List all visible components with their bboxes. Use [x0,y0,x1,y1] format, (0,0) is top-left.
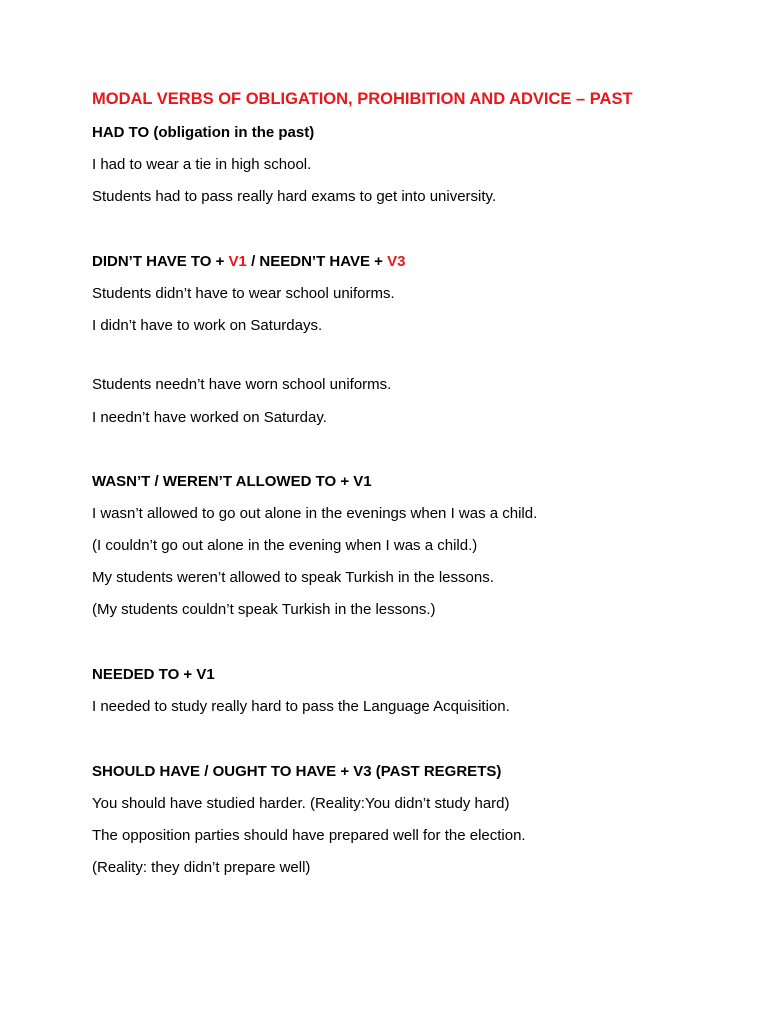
v1-marker: V1 [228,253,247,270]
example-sentence: You should have studied harder. (Reality:You didn’t study hard) [92,795,510,812]
v3-marker: V3 [387,253,406,270]
example-sentence: I didn’t have to work on Saturdays. [92,317,323,334]
example-sentence: Students didn’t have to wear school uniforms. [92,285,395,302]
example-sentence: I had to wear a tie in high school. [92,156,312,173]
example-sentence: I needn’t have worked on Saturday. [92,409,327,426]
page-title: MODAL VERBS OF OBLIGATION, PROHIBITION AND ADVICE – PAST [92,90,633,108]
example-sentence: (Reality: they didn’t prepare well) [92,859,311,876]
section-heading-should-have: SHOULD HAVE / OUGHT TO HAVE + V3 (PAST REGRETS) [92,763,502,780]
heading-text: / NEEDN’T HAVE + [246,253,388,270]
example-sentence: My students weren’t allowed to speak Turkish in the lessons. [92,569,494,586]
example-sentence: Students needn’t have worn school uniforms. [92,376,392,393]
section-heading-needed-to: NEEDED TO + V1 [92,666,215,683]
example-sentence: I needed to study really hard to pass the Language Acquisition. [92,698,510,715]
section-heading-had-to: HAD TO (obligation in the past) [92,124,315,141]
example-sentence: (I couldn’t go out alone in the evening when I was a child.) [92,537,478,554]
example-sentence: (My students couldn’t speak Turkish in the lessons.) [92,601,436,618]
section-heading-wasnt-allowed-to: WASN’T / WEREN’T ALLOWED TO + V1 [92,473,372,490]
example-sentence: Students had to pass really hard exams to get into university. [92,188,497,205]
example-sentence: I wasn’t allowed to go out alone in the evenings when I was a child. [92,505,538,522]
section-heading-didnt-have-to [92,252,405,272]
example-sentence: The opposition parties should have prepared well for the election. [92,827,526,844]
heading-text: DIDN’T HAVE TO + [92,253,229,270]
